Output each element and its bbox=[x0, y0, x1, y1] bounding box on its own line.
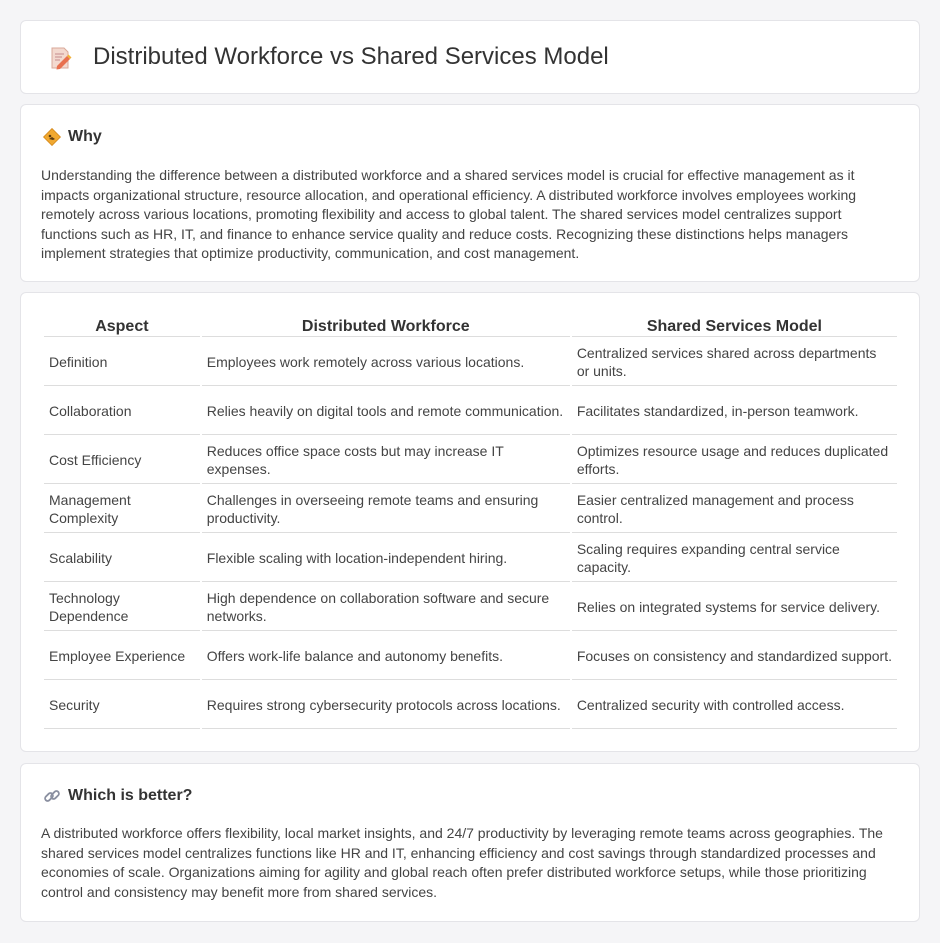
table-row bbox=[44, 339, 897, 386]
why-title: Why bbox=[68, 128, 102, 145]
shared-cell: Relies on integrated systems for service delivery. bbox=[572, 584, 897, 631]
table-row bbox=[44, 437, 897, 484]
distributed-cell: Flexible scaling with location-independent hiring. bbox=[202, 535, 570, 582]
which-is-better-section bbox=[20, 763, 920, 922]
header-aspect: Aspect bbox=[44, 317, 200, 337]
aspect-cell: Scalability bbox=[44, 535, 200, 582]
table-row bbox=[44, 535, 897, 582]
distributed-cell: Requires strong cybersecurity protocols across locations. bbox=[202, 682, 570, 729]
why-text: Understanding the difference between a distributed workforce and a shared services model is crucial for effective management as it impacts organizational structure, resource allocation, and operational efficiency. A distributed workforce involves employees working remotely across various locations, promoting flexibility and access to global talent. The shared services model centralizes support functions such as HR, IT, and finance to enhance service quality and reduce costs. Recognizing these distinctions helps managers implement strategies that optimize productivity, communication, and cost management. bbox=[41, 167, 857, 262]
better-title: Which is better? bbox=[68, 787, 193, 804]
header-shared-services: Shared Services Model bbox=[572, 317, 897, 337]
title-card bbox=[20, 20, 920, 94]
comparison-section bbox=[20, 292, 920, 752]
comparison-table bbox=[42, 315, 899, 731]
distributed-cell: Relies heavily on digital tools and remote communication. bbox=[202, 388, 570, 435]
why-section bbox=[20, 104, 920, 282]
aspect-cell: Collaboration bbox=[44, 388, 200, 435]
distributed-cell: Employees work remotely across various locations. bbox=[202, 339, 570, 386]
link-icon bbox=[43, 787, 61, 805]
shared-cell: Easier centralized management and process control. bbox=[572, 486, 897, 533]
distributed-cell: Reduces office space costs but may increase IT expenses. bbox=[202, 437, 570, 484]
table-row bbox=[44, 486, 897, 533]
better-text: A distributed workforce offers flexibility, local market insights, and 24/7 productivity by leveraging remote teams across geographies. The shared services model centralizes functions like HR and IT, enhancing efficiency and cost savings through standardized processes and economies of scale. Organizations aiming for agility and global reach often prefer distributed workforce setups, while those prioritizing control and consistency may benefit more from shared services. bbox=[41, 825, 883, 900]
aspect-cell: Security bbox=[44, 682, 200, 729]
shared-cell: Optimizes resource usage and reduces duplicated efforts. bbox=[572, 437, 897, 484]
shared-cell: Scaling requires expanding central service capacity. bbox=[572, 535, 897, 582]
better-heading bbox=[43, 786, 192, 806]
shared-cell: Centralized security with controlled access. bbox=[572, 682, 897, 729]
shared-cell: Focuses on consistency and standardized support. bbox=[572, 633, 897, 680]
aspect-cell: Definition bbox=[44, 339, 200, 386]
distributed-cell: High dependence on collaboration software and secure networks. bbox=[202, 584, 570, 631]
aspect-cell: Technology Dependence bbox=[44, 584, 200, 631]
table-row bbox=[44, 682, 897, 729]
distributed-cell: Offers work-life balance and autonomy benefits. bbox=[202, 633, 570, 680]
aspect-cell: Cost Efficiency bbox=[44, 437, 200, 484]
page-title: Distributed Workforce vs Shared Services Model bbox=[93, 43, 609, 70]
table-row bbox=[44, 388, 897, 435]
table-header-row bbox=[44, 317, 897, 337]
table-row bbox=[44, 584, 897, 631]
table-row bbox=[44, 633, 897, 680]
shared-cell: Facilitates standardized, in-person teamwork. bbox=[572, 388, 897, 435]
shared-cell: Centralized services shared across departments or units. bbox=[572, 339, 897, 386]
header-distributed-workforce: Distributed Workforce bbox=[202, 317, 570, 337]
aspect-cell: Management Complexity bbox=[44, 486, 200, 533]
distributed-cell: Challenges in overseeing remote teams and ensuring productivity. bbox=[202, 486, 570, 533]
why-heading bbox=[43, 127, 102, 147]
diamond-sign-icon bbox=[43, 128, 61, 146]
aspect-cell: Employee Experience bbox=[44, 633, 200, 680]
memo-pencil-icon bbox=[47, 45, 73, 71]
